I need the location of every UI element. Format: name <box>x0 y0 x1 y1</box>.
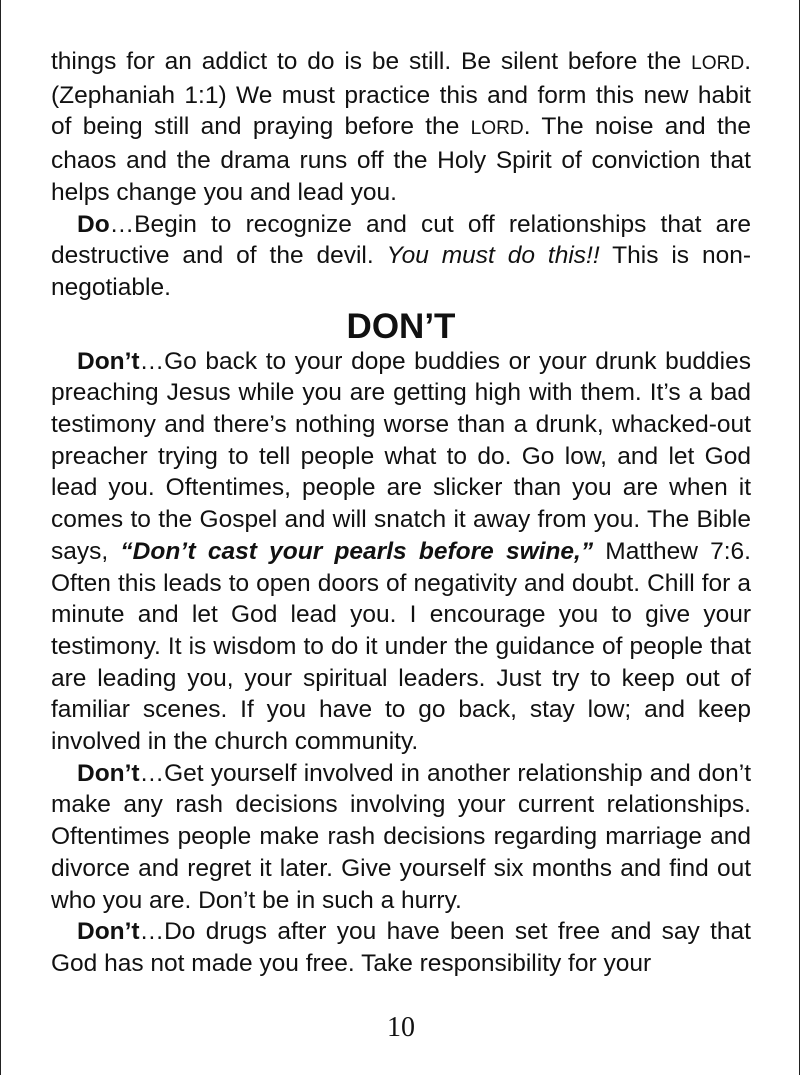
dont-text: …Go back to your dope buddies or your drunk buddies preaching Jesus while you are getting high with them. It’s a bad testimony and there’s nothing worse than a drunk, whacked-out preacher trying to tell people what to do. Go low, and let God lead you. Oftentimes, people are slicker than you are when it comes to the Gospel and will snatch it away from you. The Bible says, <box>51 347 751 565</box>
scripture-quote: “Don’t cast your pearls before swine,” <box>120 537 594 565</box>
dont-lead: Don’t <box>77 347 140 375</box>
dont-text: …Do drugs after you have been set free and say that God has not made you free. Take responsibility for your <box>51 918 751 977</box>
intro-text-2: . (Zephaniah 1:1) We must practice this and form this new habit of being still and praying before the <box>51 48 751 141</box>
do-text-2: This is non-negotiable. <box>51 242 751 301</box>
do-lead: Do <box>77 210 110 238</box>
dont-text: Matthew 7:6. Often this leads to open doors of negativity and doubt. Chill for a minute and let God lead you. I encourage you to give your testimony. It is wisdom to do it under the guidance of people that are leading you, your spiritual leaders. Just try to keep out of familiar scenes. If you have to go back, stay low; and keep involved in the church community. <box>51 537 751 756</box>
lord-small-caps: LORD <box>691 53 745 74</box>
page-number: 10 <box>387 1012 415 1043</box>
do-text-1: …Begin to recognize and cut off relationships that are destructive and of the devil. <box>51 210 751 270</box>
lord-small-caps: LORD <box>470 118 524 140</box>
dont-lead: Don’t <box>77 918 140 946</box>
dont-paragraph <box>51 916 751 979</box>
intro-text-1: things for an addict to do is be still. Be silent before the <box>51 48 692 75</box>
intro-paragraph <box>51 46 751 209</box>
dont-paragraph <box>51 758 751 917</box>
dont-lead: Don’t <box>77 759 140 787</box>
page-body <box>51 46 751 980</box>
dont-text: …Get yourself involved in another relationship and don’t make any rash decisions involving your current relationships. Oftentimes people make rash decisions regarding marriage and divorce and regret it later. Give yourself six months and find out who you are. Don’t be in such a hurry. <box>51 759 751 914</box>
intro-text-3: . The noise and the chaos and the drama runs off the Holy Spirit of conviction that helps change you and lead you. <box>51 113 751 206</box>
do-paragraph <box>51 209 751 304</box>
section-heading: DON’T <box>346 306 456 346</box>
dont-paragraph <box>51 346 751 758</box>
do-emphasis: You must do this!! <box>386 242 600 270</box>
